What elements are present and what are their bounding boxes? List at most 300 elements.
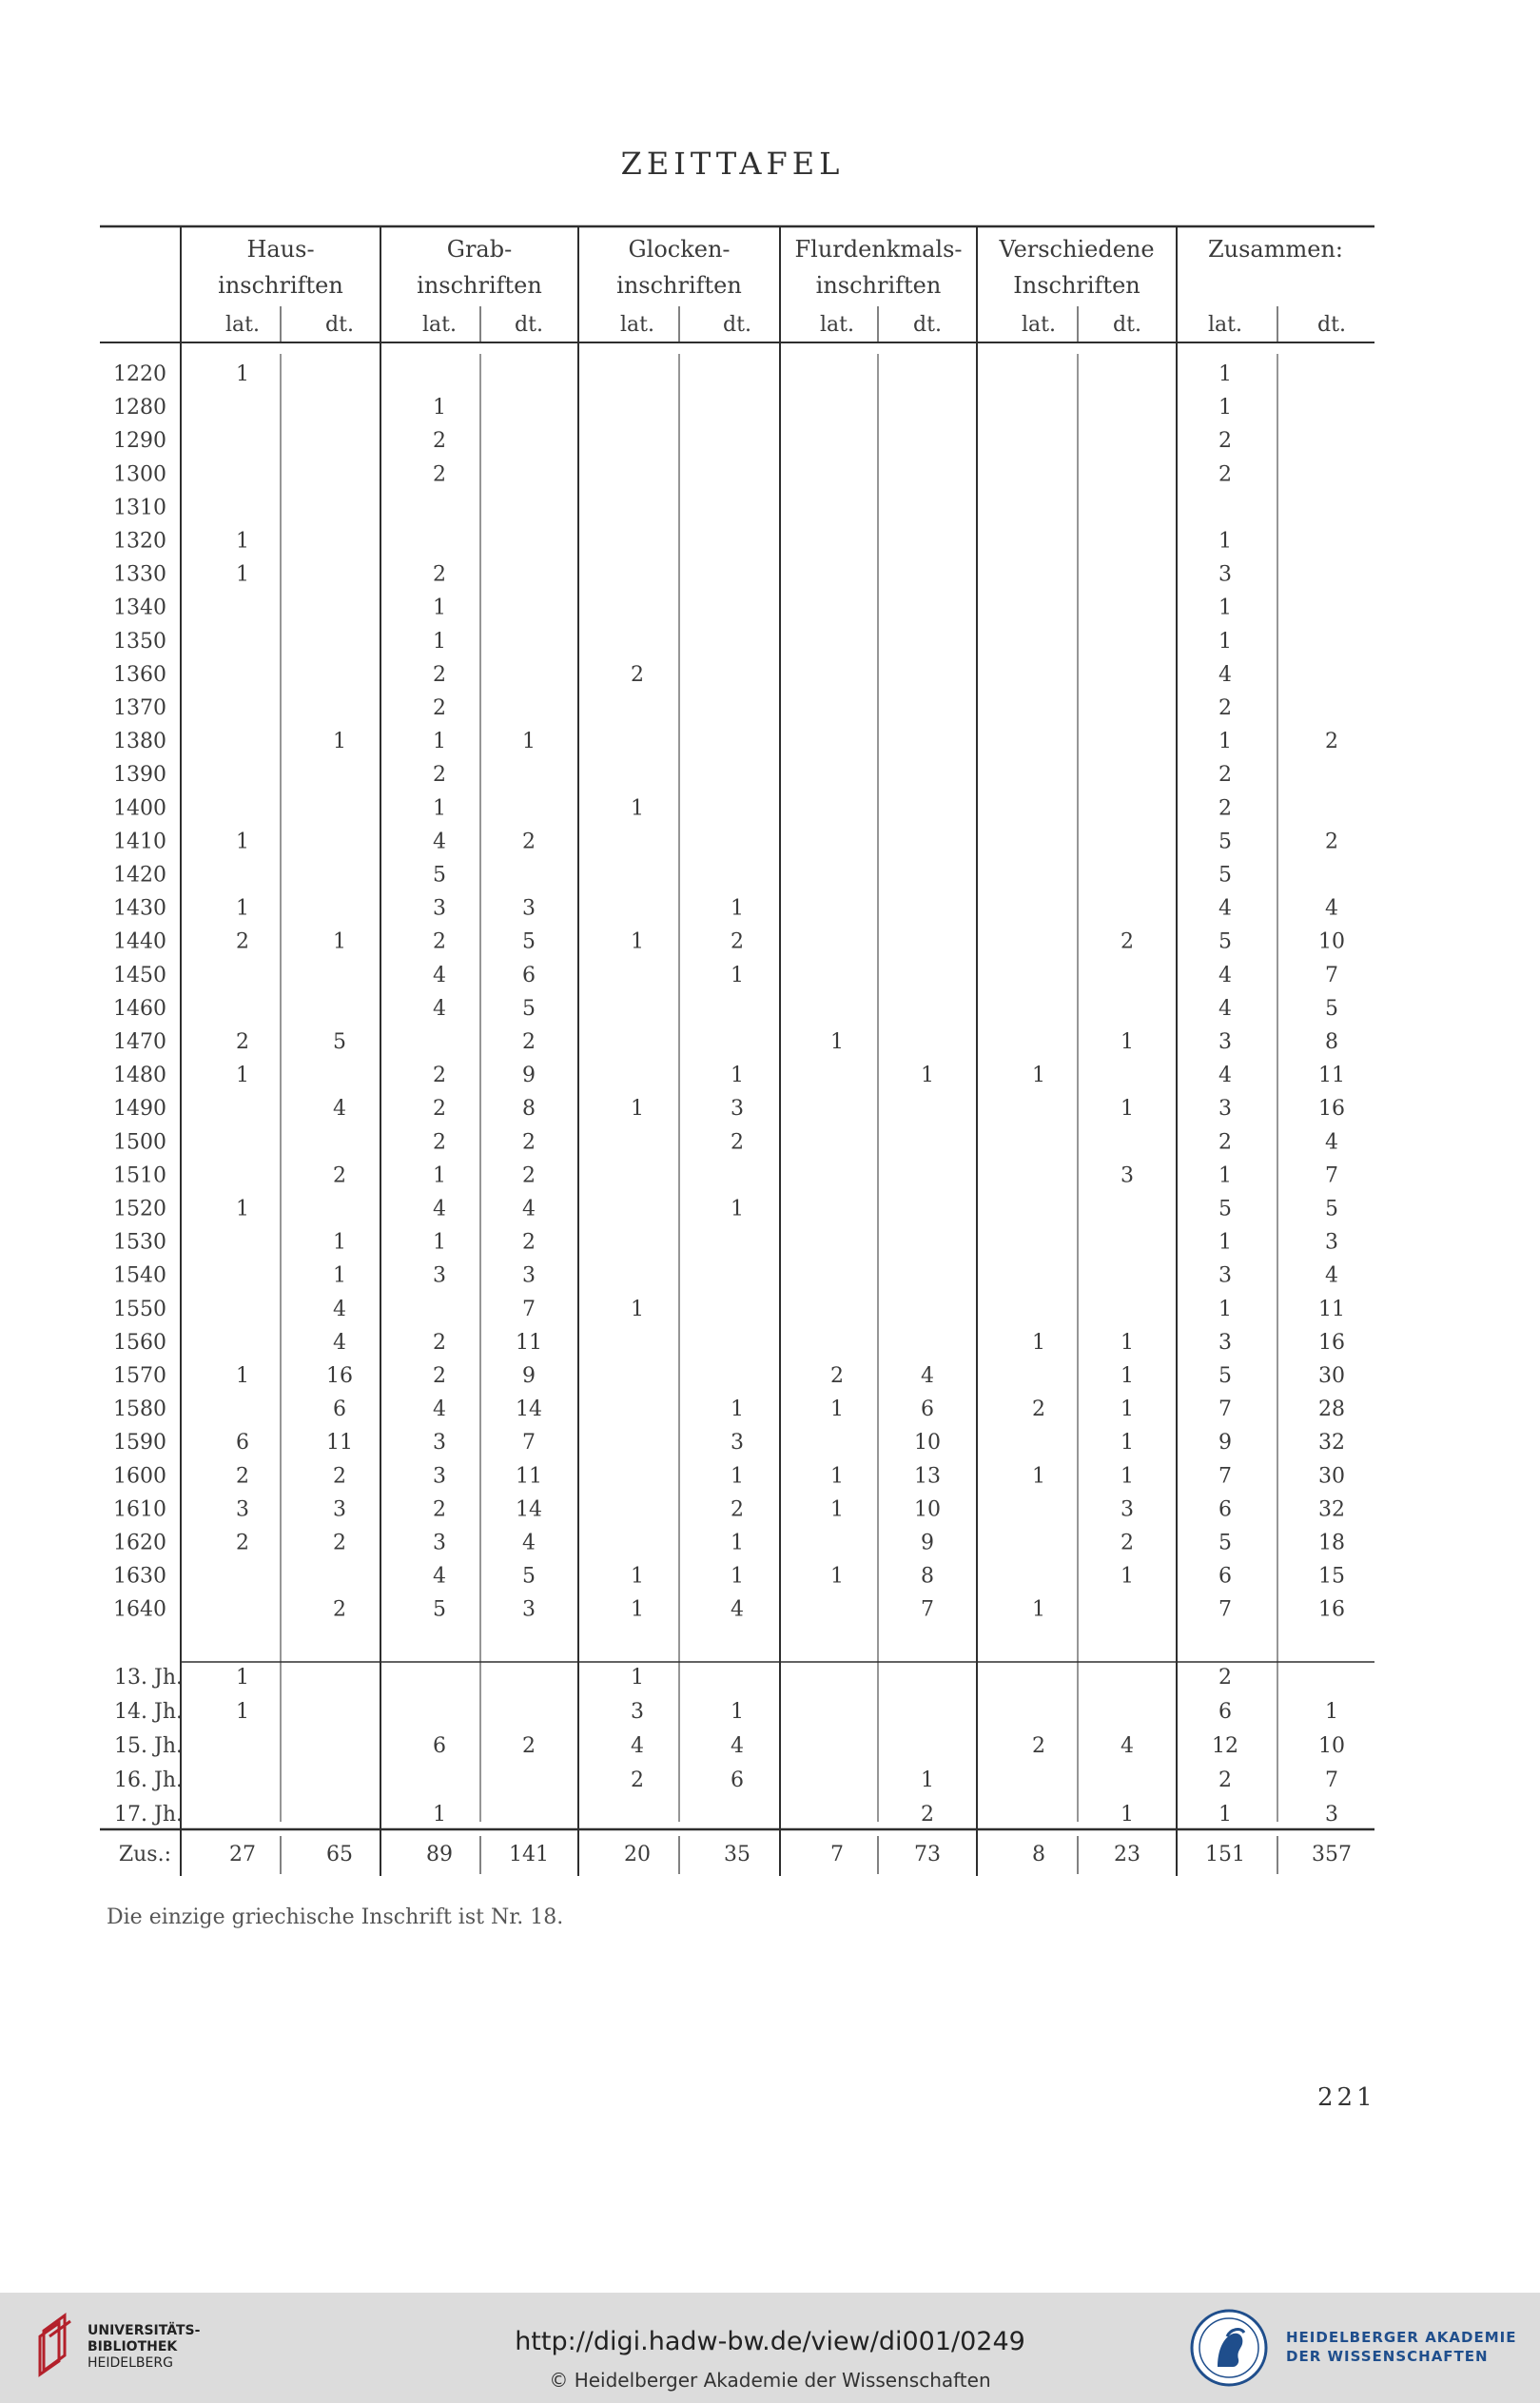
table-cell: 1 <box>731 1700 744 1724</box>
table-cell: 4 <box>433 996 446 1021</box>
table-cell: 5 <box>1218 1364 1232 1388</box>
row-year-label: 1460 <box>113 996 166 1021</box>
table-cell: 13 <box>914 1464 941 1489</box>
table-cell: 12 <box>1212 1734 1238 1758</box>
table-cell: 2 <box>433 1330 446 1355</box>
row-year-label: 1440 <box>113 929 166 954</box>
table-cell: 1 <box>1218 362 1232 386</box>
table-cell: 3 <box>522 1263 536 1288</box>
row-year-label: 1370 <box>113 696 166 720</box>
table-cell: 1 <box>333 1230 346 1255</box>
table-cell: 7 <box>1218 1397 1232 1422</box>
row-year-label: 1450 <box>113 963 166 987</box>
table-cell: 1 <box>830 1464 844 1489</box>
row-year-label: 1300 <box>113 462 166 487</box>
table-cell: 2 <box>333 1597 346 1622</box>
table-cell: 3 <box>1121 1497 1134 1522</box>
row-year-label: 1320 <box>113 529 166 554</box>
row-year-label: 1340 <box>113 596 166 620</box>
table-cell: 4 <box>433 1197 446 1221</box>
table-cell: 1 <box>1032 1464 1045 1489</box>
row-year-label: 1520 <box>113 1197 166 1221</box>
table-cell: 1 <box>522 730 536 754</box>
sublabel-lat: lat. <box>820 313 854 337</box>
table-cell: 2 <box>1032 1397 1045 1422</box>
table-cell: 1 <box>631 929 644 954</box>
table-cell: 2 <box>1218 763 1232 788</box>
table-cell: 1 <box>631 1097 644 1122</box>
table-cell: 11 <box>326 1431 353 1455</box>
row-year-label: 1620 <box>113 1531 166 1555</box>
table-cell: 4 <box>1218 996 1232 1021</box>
table-cell: 2 <box>433 1064 446 1088</box>
table-cell: 7 <box>921 1597 934 1622</box>
table-cell: 1 <box>830 1397 844 1422</box>
table-cell: 1 <box>1218 1230 1232 1255</box>
table-cell: 4 <box>433 963 446 987</box>
table-cell: 10 <box>914 1431 941 1455</box>
table-cell: 1 <box>236 1700 249 1724</box>
table-cell: 1 <box>433 629 446 654</box>
total-cell: 73 <box>914 1843 941 1866</box>
table-cell: 2 <box>1218 429 1232 454</box>
sublabel-lat: lat. <box>225 313 260 337</box>
row-year-label: 1220 <box>113 362 166 386</box>
table-cell: 4 <box>333 1297 346 1321</box>
table-cell: 6 <box>522 963 536 987</box>
table-cell: 1 <box>1218 1297 1232 1321</box>
table-cell: 1 <box>830 1497 844 1522</box>
row-year-label: 1400 <box>113 796 166 821</box>
table-cell: 1 <box>433 596 446 620</box>
column-group-title: Glocken- <box>628 236 731 263</box>
table-cell: 2 <box>1218 462 1232 487</box>
table-cell: 2 <box>433 429 446 454</box>
row-year-label: 1500 <box>113 1130 166 1155</box>
table-cell: 7 <box>522 1431 536 1455</box>
table-cell: 3 <box>522 896 536 921</box>
table-cell: 2 <box>236 1531 249 1555</box>
table-cell: 4 <box>522 1197 536 1221</box>
table-cell: 10 <box>914 1497 941 1522</box>
row-year-label: 1290 <box>113 429 166 454</box>
row-year-label: 1540 <box>113 1263 166 1288</box>
library-line-3: HEIDELBERG <box>88 2355 173 2371</box>
table-cell: 2 <box>236 1030 249 1054</box>
sublabel-dt: dt. <box>515 313 543 337</box>
table-cell: 4 <box>1218 1064 1232 1088</box>
total-cell: 27 <box>229 1843 256 1866</box>
table-cell: 3 <box>236 1497 249 1522</box>
table-cell: 2 <box>522 830 536 854</box>
row-year-label: 1580 <box>113 1397 166 1422</box>
table-cell: 1 <box>236 1666 249 1690</box>
table-cell: 5 <box>522 996 536 1021</box>
table-cell: 1 <box>1218 396 1232 420</box>
table-cell: 3 <box>1218 1330 1232 1355</box>
table-cell: 1 <box>1121 1097 1134 1122</box>
row-year-label: 1530 <box>113 1230 166 1255</box>
table-cell: 14 <box>516 1497 542 1522</box>
table-cell: 5 <box>1218 1197 1232 1221</box>
table-cell: 2 <box>731 1497 744 1522</box>
row-year-label: 1430 <box>113 896 166 921</box>
total-cell: 89 <box>426 1843 453 1866</box>
academy-line-2: DER WISSENSCHAFTEN <box>1286 2348 1489 2365</box>
table-cell: 1 <box>1218 730 1232 754</box>
table-cell: 2 <box>1325 830 1338 854</box>
table-cell: 2 <box>522 1230 536 1255</box>
table-cell: 8 <box>921 1564 934 1589</box>
table-cell: 4 <box>731 1597 744 1622</box>
table-cell: 5 <box>1218 830 1232 854</box>
table-cell: 11 <box>1318 1297 1345 1321</box>
row-year-label: 1350 <box>113 629 166 654</box>
column-group-subtitle: Inschriften <box>1013 272 1140 299</box>
table-cell: 5 <box>522 1564 536 1589</box>
total-cell: 151 <box>1205 1843 1245 1866</box>
column-group-subtitle: inschriften <box>218 272 343 299</box>
total-cell: 141 <box>509 1843 549 1866</box>
total-cell: 35 <box>724 1843 751 1866</box>
table-cell: 1 <box>1121 1803 1134 1827</box>
column-group-title: Grab- <box>446 236 513 263</box>
table-cell: 9 <box>1218 1431 1232 1455</box>
academy-line-1: HEIDELBERGER AKADEMIE <box>1286 2329 1517 2346</box>
table-cell: 32 <box>1318 1431 1345 1455</box>
table-cell: 3 <box>333 1497 346 1522</box>
table-cell: 1 <box>433 1163 446 1188</box>
table-cell: 1 <box>921 1768 934 1792</box>
table-cell: 16 <box>326 1364 353 1388</box>
century-row-label: 13. Jh. <box>114 1666 183 1690</box>
row-year-label: 1470 <box>113 1030 166 1054</box>
table-cell: 7 <box>1218 1597 1232 1622</box>
table-cell: 4 <box>1121 1734 1134 1758</box>
table-cell: 1 <box>1218 596 1232 620</box>
table-cell: 1 <box>333 1263 346 1288</box>
sublabel-lat: lat. <box>620 313 654 337</box>
century-row-label: 16. Jh. <box>114 1768 183 1792</box>
table-cell: 1 <box>1121 1330 1134 1355</box>
table-cell: 2 <box>1218 696 1232 720</box>
footer-bar <box>0 2293 1540 2403</box>
table-cell: 6 <box>1218 1700 1232 1724</box>
table-cell: 5 <box>1325 996 1338 1021</box>
sublabel-lat: lat. <box>1022 313 1056 337</box>
table-cell: 3 <box>1121 1163 1134 1188</box>
table-cell: 1 <box>433 396 446 420</box>
table-cell: 1 <box>1121 1431 1134 1455</box>
table-cell: 3 <box>433 1263 446 1288</box>
row-year-label: 1610 <box>113 1497 166 1522</box>
table-cell: 2 <box>433 1130 446 1155</box>
row-year-label: 1490 <box>113 1097 166 1122</box>
table-cell: 15 <box>1318 1564 1345 1589</box>
table-cell: 1 <box>236 830 249 854</box>
row-year-label: 1630 <box>113 1564 166 1589</box>
table-cell: 2 <box>433 662 446 687</box>
row-year-label: 1380 <box>113 730 166 754</box>
table-cell: 9 <box>522 1364 536 1388</box>
table-cell: 7 <box>1218 1464 1232 1489</box>
table-cell: 2 <box>631 1768 644 1792</box>
permalink-url[interactable]: http://digi.hadw-bw.de/view/di001/0249 <box>515 2327 1025 2356</box>
table-cell: 4 <box>921 1364 934 1388</box>
table-cell: 1 <box>921 1064 934 1088</box>
table-cell: 3 <box>1218 1097 1232 1122</box>
table-cell: 3 <box>522 1597 536 1622</box>
table-cell: 2 <box>522 1163 536 1188</box>
total-cell: 8 <box>1032 1843 1045 1866</box>
table-cell: 6 <box>236 1431 249 1455</box>
table-cell: 1 <box>1032 1597 1045 1622</box>
table-cell: 2 <box>731 929 744 954</box>
table-cell: 2 <box>1218 1130 1232 1155</box>
total-cell: 20 <box>624 1843 651 1866</box>
table-cell: 3 <box>433 1531 446 1555</box>
table-cell: 4 <box>1218 896 1232 921</box>
table-cell: 1 <box>1218 529 1232 554</box>
table-cell: 7 <box>1325 1768 1338 1792</box>
table-cell: 18 <box>1318 1531 1345 1555</box>
table-cell: 6 <box>1218 1497 1232 1522</box>
row-year-label: 1280 <box>113 396 166 420</box>
table-cell: 1 <box>731 1397 744 1422</box>
column-group-subtitle: inschriften <box>815 272 942 299</box>
table-cell: 1 <box>631 1666 644 1690</box>
table-cell: 5 <box>333 1030 346 1054</box>
table-cell: 2 <box>433 929 446 954</box>
column-group-title: Haus- <box>246 236 315 263</box>
row-year-label: 1570 <box>113 1364 166 1388</box>
row-year-label: 1330 <box>113 562 166 587</box>
total-cell: 23 <box>1114 1843 1140 1866</box>
table-cell: 2 <box>433 462 446 487</box>
table-cell: 2 <box>333 1464 346 1489</box>
row-year-label: 1640 <box>113 1597 166 1622</box>
table-cell: 1 <box>731 1197 744 1221</box>
table-cell: 1 <box>631 1564 644 1589</box>
table-cell: 1 <box>433 730 446 754</box>
table-cell: 2 <box>1218 1666 1232 1690</box>
row-year-label: 1510 <box>113 1163 166 1188</box>
table-cell: 28 <box>1318 1397 1345 1422</box>
table-cell: 1 <box>433 1230 446 1255</box>
table-cell: 1 <box>830 1030 844 1054</box>
table-cell: 1 <box>631 1297 644 1321</box>
table-cell: 7 <box>1325 1163 1338 1188</box>
table-cell: 3 <box>433 1431 446 1455</box>
table-cell: 11 <box>516 1464 542 1489</box>
column-group-subtitle: inschriften <box>417 272 542 299</box>
century-row-label: 15. Jh. <box>114 1734 183 1758</box>
total-cell: 7 <box>830 1843 844 1866</box>
table-cell: 16 <box>1318 1097 1345 1122</box>
table-cell: 1 <box>731 1064 744 1088</box>
table-cell: 16 <box>1318 1330 1345 1355</box>
table-cell: 8 <box>1325 1030 1338 1054</box>
table-cell: 2 <box>731 1130 744 1155</box>
table-cell: 2 <box>1218 1768 1232 1792</box>
table-cell: 1 <box>1121 1030 1134 1054</box>
table-cell: 5 <box>522 929 536 954</box>
table-cell: 3 <box>1218 1263 1232 1288</box>
table-cell: 6 <box>333 1397 346 1422</box>
table-cell: 3 <box>1218 1030 1232 1054</box>
table-cell: 5 <box>433 863 446 888</box>
row-year-label: 1310 <box>113 496 166 520</box>
table-cell: 4 <box>333 1330 346 1355</box>
table-cell: 2 <box>921 1803 934 1827</box>
table-cell: 1 <box>236 1064 249 1088</box>
table-cell: 1 <box>1218 1803 1232 1827</box>
table-cell: 5 <box>1218 929 1232 954</box>
table-cell: 30 <box>1318 1464 1345 1489</box>
column-group-title: Flurdenkmals- <box>794 236 963 263</box>
table-cell: 2 <box>1325 730 1338 754</box>
table-cell: 1 <box>236 896 249 921</box>
table-cell: 4 <box>1325 1263 1338 1288</box>
table-cell: 11 <box>1318 1064 1345 1088</box>
table-cell: 4 <box>1325 896 1338 921</box>
row-year-label: 1600 <box>113 1464 166 1489</box>
table-cell: 5 <box>1325 1197 1338 1221</box>
table-cell: 7 <box>1325 963 1338 987</box>
table-cell: 2 <box>433 1497 446 1522</box>
library-line-1: UNIVERSITÄTS- <box>88 2323 201 2338</box>
table-cell: 32 <box>1318 1497 1345 1522</box>
table-cell: 2 <box>433 696 446 720</box>
table-cell: 2 <box>433 1097 446 1122</box>
page-title: ZEITTAFEL <box>620 146 845 182</box>
table-cell: 6 <box>1218 1564 1232 1589</box>
table-cell: 1 <box>236 1197 249 1221</box>
table-cell: 9 <box>921 1531 934 1555</box>
table-cell: 3 <box>433 896 446 921</box>
table-cell: 4 <box>1325 1130 1338 1155</box>
table-cell: 6 <box>731 1768 744 1792</box>
sublabel-dt: dt. <box>1113 313 1141 337</box>
table-cell: 10 <box>1318 1734 1345 1758</box>
library-line-2: BIBLIOTHEK <box>88 2339 178 2354</box>
row-year-label: 1550 <box>113 1297 166 1321</box>
table-cell: 1 <box>830 1564 844 1589</box>
table-cell: 2 <box>522 1030 536 1054</box>
table-cell: 6 <box>921 1397 934 1422</box>
academy-name <box>1286 2328 1517 2366</box>
table-cell: 1 <box>1032 1330 1045 1355</box>
row-year-label: 1590 <box>113 1431 166 1455</box>
table-cell: 14 <box>516 1397 542 1422</box>
table-cell: 1 <box>631 1597 644 1622</box>
table-cell: 1 <box>1218 1163 1232 1188</box>
table-cell: 4 <box>522 1531 536 1555</box>
table-cell: 1 <box>631 796 644 821</box>
table-cell: 7 <box>522 1297 536 1321</box>
table-cell: 3 <box>433 1464 446 1489</box>
table-cell: 6 <box>433 1734 446 1758</box>
table-cell: 2 <box>236 1464 249 1489</box>
table-cell: 2 <box>333 1531 346 1555</box>
sublabel-dt: dt. <box>1317 313 1346 337</box>
table-cell: 1 <box>731 896 744 921</box>
sublabel-lat: lat. <box>422 313 457 337</box>
row-year-label: 1410 <box>113 830 166 854</box>
table-cell: 2 <box>1032 1734 1045 1758</box>
century-row-label: 17. Jh. <box>114 1803 183 1827</box>
table-cell: 3 <box>1325 1803 1338 1827</box>
table-cell: 2 <box>433 763 446 788</box>
table-cell: 2 <box>1121 1531 1134 1555</box>
table-cell: 4 <box>731 1734 744 1758</box>
table-cell: 10 <box>1318 929 1345 954</box>
table-cell: 3 <box>631 1700 644 1724</box>
table-cell: 2 <box>1121 929 1134 954</box>
copyright-notice: © Heidelberger Akademie der Wissenschaften <box>549 2369 991 2392</box>
table-cell: 5 <box>433 1597 446 1622</box>
table-cell: 3 <box>1325 1230 1338 1255</box>
table-cell: 1 <box>1325 1700 1338 1724</box>
table-cell: 2 <box>522 1130 536 1155</box>
table-cell: 4 <box>433 830 446 854</box>
table-cell: 1 <box>236 1364 249 1388</box>
table-cell: 1 <box>731 963 744 987</box>
footnote: Die einzige griechische Inschrift ist Nr. 18. <box>107 1905 564 1929</box>
sublabel-lat: lat. <box>1208 313 1242 337</box>
table-cell: 16 <box>1318 1597 1345 1622</box>
table-cell: 1 <box>1218 629 1232 654</box>
table-cell: 1 <box>731 1564 744 1589</box>
table-cell: 2 <box>433 562 446 587</box>
table-cell: 5 <box>1218 863 1232 888</box>
table-cell: 1 <box>731 1464 744 1489</box>
table-cell: 3 <box>731 1097 744 1122</box>
totals-label: Zus.: <box>118 1843 171 1866</box>
table-cell: 1 <box>433 1803 446 1827</box>
table-cell: 1 <box>433 796 446 821</box>
row-year-label: 1560 <box>113 1330 166 1355</box>
page-number: 221 <box>1317 2083 1376 2112</box>
table-cell: 5 <box>1218 1531 1232 1555</box>
table-cell: 1 <box>333 929 346 954</box>
table-cell: 2 <box>433 1364 446 1388</box>
total-cell: 65 <box>326 1843 353 1866</box>
table-cell: 4 <box>433 1397 446 1422</box>
table-cell: 4 <box>631 1734 644 1758</box>
column-group-title: Zusammen: <box>1207 236 1344 263</box>
table-cell: 2 <box>830 1364 844 1388</box>
sublabel-dt: dt. <box>913 313 942 337</box>
table-cell: 4 <box>433 1564 446 1589</box>
table-cell: 1 <box>1121 1464 1134 1489</box>
table-cell: 8 <box>522 1097 536 1122</box>
table-cell: 2 <box>1218 796 1232 821</box>
table-cell: 11 <box>516 1330 542 1355</box>
table-cell: 4 <box>1218 963 1232 987</box>
table-cell: 3 <box>731 1431 744 1455</box>
table-cell: 2 <box>631 662 644 687</box>
column-group-title: Verschiedene <box>999 236 1155 263</box>
table-cell: 9 <box>522 1064 536 1088</box>
century-row-label: 14. Jh. <box>114 1700 183 1724</box>
table-cell: 1 <box>236 529 249 554</box>
row-year-label: 1420 <box>113 863 166 888</box>
row-year-label: 1390 <box>113 763 166 788</box>
column-group-subtitle: inschriften <box>616 272 742 299</box>
table-cell: 1 <box>731 1531 744 1555</box>
table-cell: 3 <box>1218 562 1232 587</box>
